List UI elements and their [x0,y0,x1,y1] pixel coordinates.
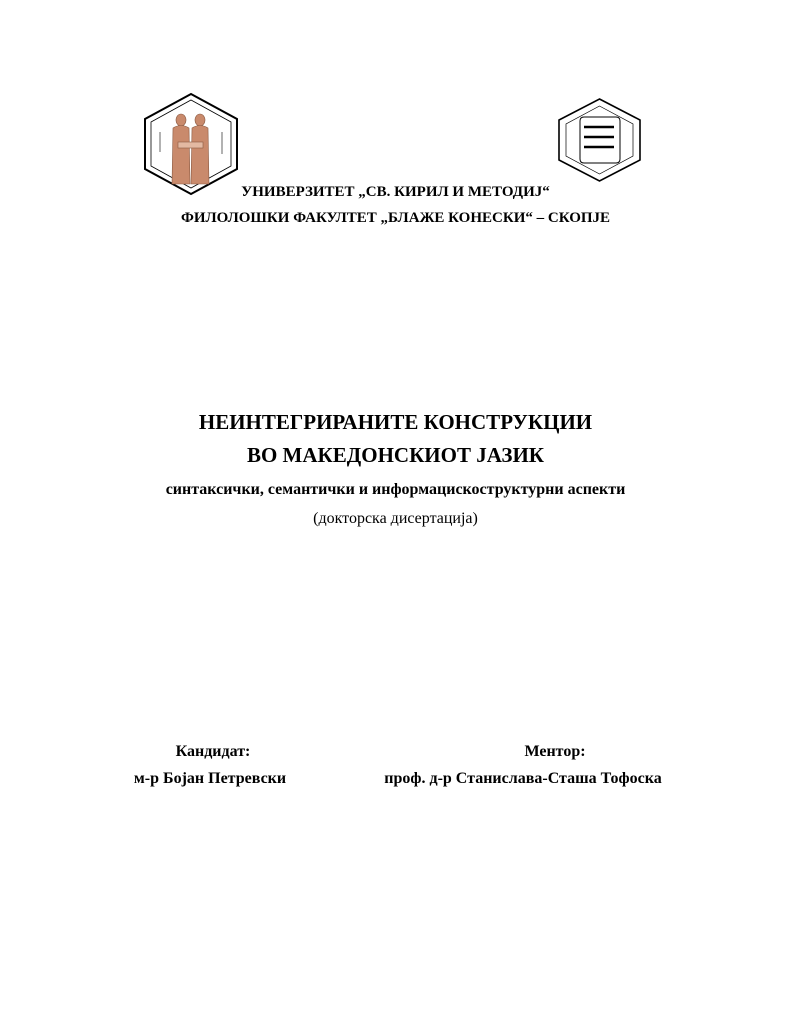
candidate-label: Кандидат: [175,743,251,760]
dissertation-subtitle: синтаксички, семантички и информацискоструктурни аспекти [165,481,626,498]
dissertation-title-line-1: НЕИНТЕГРИРАНИТЕ КОНСТРУКЦИИ [198,410,593,434]
faculty-seal-logo [556,97,643,183]
university-seal-logo [140,92,242,196]
candidate-name: м-р Бојан Петревски [133,770,287,787]
mentor-name: проф. д-р Станислава-Сташа Тофоска [384,770,662,787]
faculty-name: ФИЛОЛОШКИ ФАКУЛТЕТ „БЛАЖЕ КОНЕСКИ“ – СКОПЈЕ [180,210,611,226]
dissertation-title-line-2: ВО МАКЕДОНСКИОТ ЈАЗИК [246,443,545,467]
university-name: УНИВЕРЗИТЕТ „СВ. КИРИЛ И МЕТОДИЈ“ [241,184,550,200]
mentor-label: Ментор: [524,743,586,760]
document-type: (докторска дисертација) [313,510,478,527]
